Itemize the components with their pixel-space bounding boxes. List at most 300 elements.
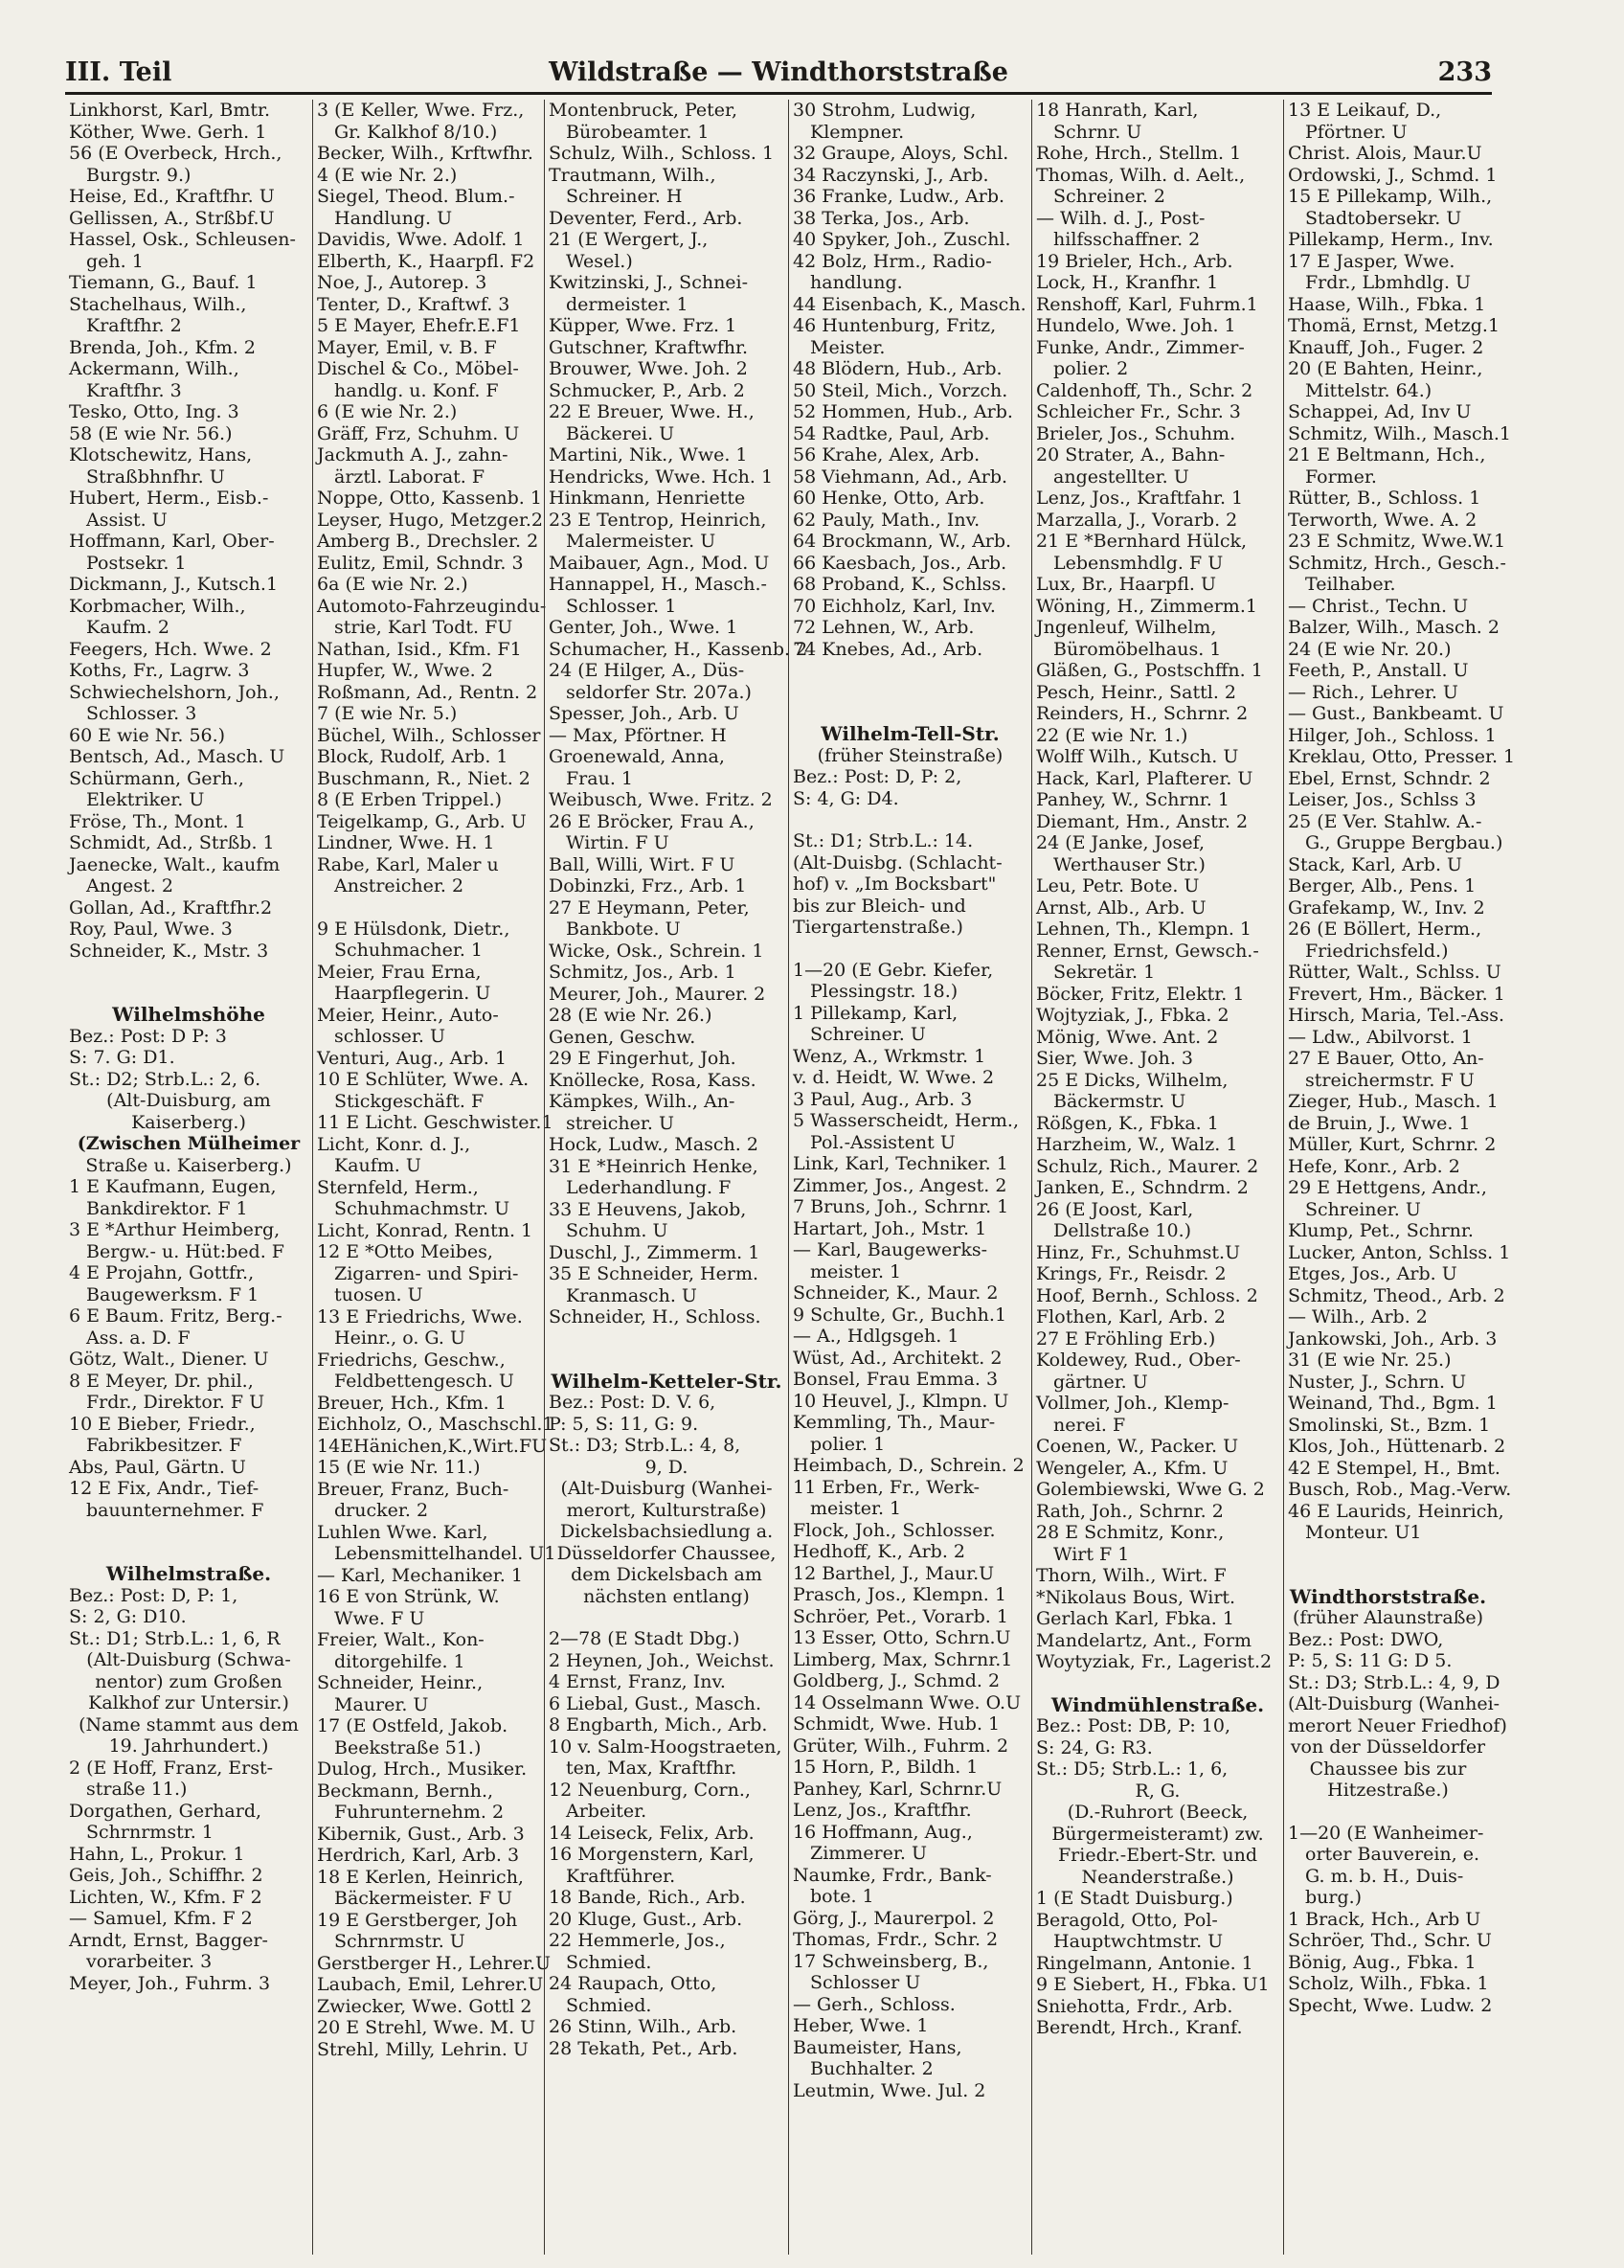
directory-line: — Karl, Baugewerks- (793, 1239, 988, 1260)
directory-line: Hoof, Bernh., Schloss. 2 (1036, 1284, 1258, 1306)
directory-line: 46 E Laurids, Heinrich, (1288, 1500, 1504, 1522)
directory-line: 40 Spyker, Joh., Zuschl. (793, 229, 1011, 250)
directory-line: 8 (E Erben Trippel.) (317, 789, 503, 810)
directory-line: Venturi, Aug., Arb. 1 (317, 1047, 507, 1069)
directory-line: Renshoff, Karl, Fuhrm.1 (1036, 293, 1258, 315)
directory-line: St.: D3; Strb.L.: 4, 9, D (1288, 1671, 1500, 1693)
directory-line: Hitzestraße.) (1327, 1780, 1449, 1801)
directory-line: Bürgermeisteramt) zw. (1051, 1823, 1264, 1845)
directory-line: Flothen, Karl, Arb. 2 (1036, 1306, 1227, 1327)
directory-line: — Wilh., Arb. 2 (1288, 1306, 1428, 1327)
directory-line: 44 Eisenbach, K., Masch. (793, 293, 1026, 315)
directory-line: Kreklau, Otto, Presser. 1 (1288, 746, 1516, 767)
directory-line: 9 E Siebert, H., Fbka. U1 (1036, 1974, 1270, 1995)
directory-line: Schuhmacher. 1 (334, 940, 483, 961)
directory-line: Götz, Walt., Diener. U (69, 1349, 269, 1370)
directory-line: — Ldw., Abilvorst. 1 (1288, 1026, 1473, 1048)
directory-line: 27 E Bauer, Otto, An- (1288, 1048, 1484, 1069)
directory-line: 7 Bruns, Joh., Schrnr. 1 (793, 1196, 1009, 1217)
directory-line: 16 E von Strünk, W. (317, 1586, 500, 1607)
directory-line: Schürmann, Gerh., (69, 767, 244, 789)
directory-line: Strehl, Milly, Lehrin. U (317, 2038, 529, 2060)
directory-line: Berendt, Hrch., Kranf. (1036, 2017, 1243, 2038)
directory-line: Prasch, Jos., Klempn. 1 (793, 1584, 1006, 1605)
directory-line: Hartart, Joh., Mstr. 1 (793, 1217, 987, 1239)
directory-line: 3 E *Arthur Heimberg, (69, 1219, 281, 1240)
directory-line: (D.-Ruhrort (Beeck, (1067, 1802, 1249, 1823)
directory-line: Wojtyziak, J., Fbka. 2 (1036, 1005, 1229, 1026)
directory-line: Lux, Br., Haarpfl. U (1036, 574, 1216, 595)
directory-line: Pillekamp, Herm., Inv. (1288, 229, 1494, 250)
directory-line: 25 E Dicks, Wilhelm, (1036, 1069, 1229, 1091)
directory-line: Tiergartenstraße.) (793, 917, 963, 938)
directory-line: 9 E Hülsdonk, Dietr., (317, 918, 510, 940)
directory-line: Dickmann, J., Kutsch.1 (69, 574, 279, 595)
directory-line: Kranmasch. U (566, 1284, 697, 1306)
directory-line: dermeister. 1 (566, 293, 688, 315)
directory-column-6 (1283, 100, 1516, 2255)
directory-line: Noppe, Otto, Kassenb. 1 (317, 488, 542, 509)
directory-line: Schreiner. H (566, 186, 683, 207)
directory-line: Trautmann, Wilh., (549, 164, 716, 186)
directory-line: Abs, Paul, Gärtn. U (69, 1456, 246, 1478)
directory-line: Nuster, J., Schrn. U (1288, 1371, 1467, 1393)
directory-line: S: 7. G: D1. (69, 1047, 175, 1068)
directory-line: 10 Heuvel, J., Klmpn. U (793, 1390, 1009, 1412)
directory-line: Teigelkamp, G., Arb. U (317, 810, 527, 832)
directory-line: Berger, Alb., Pens. 1 (1288, 875, 1477, 896)
directory-line: Handlung. U (334, 207, 453, 229)
spacer (549, 1328, 784, 1349)
directory-line: 13 E Leikauf, D., (1288, 100, 1442, 121)
directory-line: Kraftfhr. 3 (86, 379, 182, 401)
directory-line: 20 Kluge, Gust., Arb. (549, 1908, 743, 1930)
directory-line: Hack, Karl, Plafterer. U (1036, 767, 1253, 789)
directory-line: Schrnrmstr. U (334, 1931, 465, 1952)
directory-line: Leu, Petr. Bote. U (1036, 875, 1200, 896)
directory-line: Terworth, Wwe. A. 2 (1288, 509, 1477, 531)
directory-line: Zieger, Hub., Masch. 1 (1288, 1091, 1499, 1112)
directory-line: seldorfer Str. 207a.) (566, 681, 752, 703)
directory-line: Wirtin. F U (566, 832, 669, 853)
directory-line: Hupfer, W., Wwe. 2 (317, 660, 493, 681)
directory-line: 34 Raczynski, J., Arb. (793, 164, 989, 186)
directory-line: Hundelo, Wwe. Joh. 1 (1036, 315, 1236, 336)
directory-line: tuosen. U (334, 1284, 423, 1305)
directory-line: Arbeiter. (566, 1801, 647, 1822)
directory-line: 18 E Kerlen, Heinrich, (317, 1866, 524, 1888)
directory-line: Lederhandlung. F (566, 1177, 732, 1198)
directory-line: hof) v. „Im Bocksbart" (793, 873, 997, 895)
directory-line: Christ. Alois, Maur.U (1288, 143, 1482, 164)
directory-line: Schrnrmstr. 1 (86, 1822, 214, 1843)
directory-line: Ball, Willi, Wirt. F U (549, 853, 735, 875)
directory-line: Bäckermeister. F U (334, 1888, 513, 1909)
directory-line: Frdr., Lbmhdlg. U (1305, 272, 1472, 293)
directory-line: Jngenleuf, Wilhelm, (1036, 617, 1217, 638)
directory-line: 21 (E Wergert, J., (549, 229, 709, 250)
directory-line: Renner, Ernst, Gewsch.- (1036, 940, 1259, 962)
directory-line: 2 (E Hoff, Franz, Erst- (69, 1757, 274, 1779)
directory-line: Schröer, Thd., Schr. U (1288, 1930, 1492, 1951)
directory-line: streichermstr. F U (1305, 1069, 1475, 1091)
directory-line: Wolff Wilh., Kutsch. U (1036, 746, 1239, 767)
directory-line: 21 E *Bernhard Hülck, (1036, 531, 1248, 552)
directory-line: (Alt-Duisbg. (Schlacht- (793, 851, 1003, 873)
directory-line: Büromöbelhaus. 1 (1053, 638, 1222, 660)
directory-line: Hassel, Osk., Schleusen- (69, 229, 296, 250)
directory-line: Klotschewitz, Hans, (69, 444, 253, 465)
directory-line: Pesch, Heinr., Sattl. 2 (1036, 681, 1236, 703)
directory-line: 12 Neuenburg, Corn., (549, 1779, 751, 1801)
spacer (1036, 1673, 1279, 1694)
directory-line: Sekretär. 1 (1053, 962, 1156, 983)
spacer (793, 809, 1027, 830)
directory-line: Koths, Fr., Lagrw. 3 (69, 660, 250, 681)
directory-line: — Karl, Mechaniker. 1 (317, 1564, 523, 1586)
directory-line: 1—20 (E Gebr. Kiefer, (793, 959, 994, 981)
spacer (1288, 1544, 1488, 1565)
directory-line: P: 5, S: 11, G: 9. (549, 1413, 699, 1435)
directory-line: nächsten entlang) (583, 1585, 750, 1607)
directory-line: Balzer, Wilh., Masch. 2 (1288, 617, 1500, 638)
directory-line: Hilger, Joh., Schloss. 1 (1288, 724, 1497, 746)
directory-line: Arndt, Ernst, Bagger- (69, 1929, 268, 1951)
directory-line: drucker. 2 (334, 1500, 429, 1521)
directory-line: Zimmerer. U (810, 1843, 927, 1864)
spacer (549, 1349, 784, 1371)
directory-line: Jankowski, Joh., Arb. 3 (1288, 1327, 1498, 1349)
directory-line: Schreiner. 2 (1053, 186, 1165, 207)
spacer (1288, 1802, 1488, 1823)
directory-line: Janken, E., Schndrm. 2 (1036, 1177, 1249, 1198)
directory-line: Montenbruck, Peter, (549, 100, 738, 121)
directory-line: Lichten, W., Kfm. F 2 (69, 1886, 262, 1908)
directory-line: Chaussee bis zur (1309, 1758, 1467, 1780)
directory-line: 50 Steil, Mich., Vorzch. (793, 379, 1008, 401)
street-heading: Wilhelm-Tell-Str. (821, 722, 1000, 745)
directory-line: 28 E Schmitz, Konr., (1036, 1522, 1225, 1543)
spacer (317, 897, 540, 919)
directory-line: Köther, Wwe. Gerh. 1 (69, 121, 267, 143)
directory-line: Wicke, Osk., Schrein. 1 (549, 940, 764, 962)
directory-line: handlg. u. Konf. F (334, 379, 499, 401)
directory-line: 54 Radtke, Paul, Arb. (793, 422, 990, 444)
directory-line: St.: D1; Strb.L.: 14. (793, 830, 974, 851)
directory-line: — Wilh. d. J., Post- (1036, 207, 1206, 229)
directory-line: Fröse, Th., Mont. 1 (69, 810, 246, 832)
directory-line: Schneider, K., Maur. 2 (793, 1282, 999, 1304)
directory-line: Rößgen, K., Fbka. 1 (1036, 1112, 1219, 1134)
directory-line: Limberg, Max, Schrnr.1 (793, 1648, 1013, 1670)
directory-line: polier. 2 (1053, 358, 1129, 379)
directory-line: Straßbhnfhr. U (86, 465, 225, 488)
directory-line: Freier, Walt., Kon- (317, 1629, 485, 1650)
directory-line: 2—78 (E Stadt Dbg.) (549, 1628, 740, 1649)
directory-line: Schuhmachmstr. U (334, 1198, 510, 1219)
directory-line: Luhlen Wwe. Karl, (317, 1521, 488, 1543)
directory-column-1 (65, 100, 312, 2255)
directory-line: Grafekamp, W., Inv. 2 (1288, 896, 1485, 919)
directory-line: Bez.: Post: D. V. 6, (549, 1392, 716, 1413)
directory-line: streicher. U (566, 1112, 674, 1134)
directory-line: Feeth, P., Anstall. U (1288, 660, 1469, 681)
directory-line: 13 E Friedrichs, Wwe. (317, 1305, 523, 1327)
directory-line: Hirsch, Maria, Tel.-Ass. (1288, 1005, 1505, 1026)
directory-line: Schlosser U (810, 1972, 921, 1993)
directory-line: Beekstraße 51.) (334, 1736, 482, 1758)
directory-line: Küpper, Wwe. Frz. 1 (549, 315, 737, 336)
directory-line: Dulog, Hrch., Musiker. (317, 1758, 528, 1780)
directory-line: Schumacher, H., Kassenb. 2 (549, 638, 808, 660)
directory-line: Leutmin, Wwe. Jul. 2 (793, 2079, 986, 2101)
part-label: III. Teil (65, 57, 172, 87)
directory-line: 56 (E Overbeck, Hrch., (69, 143, 282, 164)
directory-line: 18 Bande, Rich., Arb. (549, 1887, 746, 1908)
directory-line: Malermeister. U (566, 531, 716, 552)
directory-line: Tesko, Otto, Ing. 3 (69, 401, 239, 422)
directory-line: St.: D2; Strb.L.: 2, 6. (69, 1068, 261, 1090)
directory-line: Golembiewski, Wwe G. 2 (1036, 1479, 1265, 1500)
directory-line: Rohe, Hrch., Stellm. 1 (1036, 143, 1242, 164)
directory-line: 5 Wasserscheidt, Herm., (793, 1110, 1019, 1131)
directory-line: 15 Horn, P., Bildh. 1 (793, 1757, 979, 1778)
directory-line: Jaenecke, Walt., kaufm (69, 853, 281, 875)
directory-line: Hendricks, Wwe. Hch. 1 (549, 465, 774, 488)
directory-line: 18 Hanrath, Karl, (1036, 100, 1199, 121)
directory-line: ditorgehilfe. 1 (334, 1650, 465, 1672)
directory-line: 12 E *Otto Meibes, (317, 1241, 493, 1262)
directory-line: Eulitz, Emil, Schndr. 3 (317, 552, 524, 574)
directory-line: Dorgathen, Gerhard, (69, 1800, 262, 1822)
directory-line: Bez.: Post: DB, P: 10, (1036, 1715, 1231, 1736)
page-number: 233 (1437, 57, 1492, 87)
directory-line: Licht, Konrad, Rentn. 1 (317, 1219, 533, 1241)
directory-line: Stack, Karl, Arb. U (1288, 853, 1463, 875)
directory-line: Meurer, Joh., Maurer. 2 (549, 983, 766, 1005)
directory-line: Schneider, Heinr., (317, 1672, 484, 1693)
directory-line: Schmitz, Wilh., Masch.1 (1288, 422, 1511, 444)
directory-line: S: 2, G: D10. (69, 1606, 187, 1627)
directory-line: Etges, Jos., Arb. U (1288, 1263, 1457, 1284)
directory-line: 6 E Baum. Fritz, Berg.- (69, 1305, 282, 1327)
directory-line: (Alt-Duisburg (Wanhei- (560, 1478, 773, 1499)
directory-line: 4 Ernst, Franz, Inv. (549, 1671, 726, 1692)
directory-line: Herdrich, Karl, Arb. 3 (317, 1845, 520, 1866)
directory-line: Goldberg, J., Schmd. 2 (793, 1670, 1001, 1691)
directory-line: Heimbach, D., Schrein. 2 (793, 1455, 1025, 1476)
directory-line: 23 E Schmitz, Wwe.W.1 (1288, 531, 1506, 552)
directory-line: Kämpkes, Wilh., An- (549, 1091, 735, 1112)
directory-line: Plessingstr. 18.) (810, 981, 959, 1002)
street-heading: Wilhelmshöhe (112, 1003, 265, 1026)
directory-line: Brouwer, Wwe. Joh. 2 (549, 358, 748, 379)
directory-line: 32 Graupe, Aloys, Schl. (793, 143, 1009, 164)
directory-line: 29 E Fingerhut, Joh. (549, 1048, 736, 1069)
directory-line: 68 Proband, K., Schlss. (793, 574, 1007, 595)
directory-line: Brieler, Jos., Schuhm. (1036, 422, 1236, 444)
directory-line: Straße u. Kaiserberg.) (85, 1154, 292, 1176)
directory-line: Frevert, Hm., Bäcker. 1 (1288, 983, 1505, 1005)
directory-line: Marzalla, J., Vorarb. 2 (1036, 509, 1238, 531)
directory-line: — Gust., Bankbeamt. U (1288, 703, 1504, 724)
directory-line: 24 (E Hilger, A., Düs- (549, 660, 745, 681)
directory-line: Gr. Kalkhof 8/10.) (334, 121, 498, 143)
directory-line: 31 (E wie Nr. 25.) (1288, 1349, 1452, 1371)
directory-line: 29 E Hettgens, Andr., (1288, 1177, 1487, 1198)
directory-line: Coenen, W., Packer. U (1036, 1436, 1239, 1457)
directory-line: Vollmer, Joh., Klemp- (1036, 1393, 1229, 1414)
street-range-title: Wildstraße — Windthorststraße (549, 57, 1008, 87)
directory-line: Wirt F 1 (1053, 1543, 1130, 1565)
spacer (793, 681, 1027, 702)
directory-line: 17 (E Ostfeld, Jakob. (317, 1715, 508, 1736)
directory-line: 56 Krahe, Alex, Arb. (793, 444, 981, 465)
directory-line: G. m. b. H., Duis- (1305, 1865, 1464, 1887)
directory-line: 62 Pauly, Math., Inv. (793, 509, 981, 531)
directory-line: Rütter, Walt., Schlss. U (1288, 962, 1501, 983)
directory-line: 22 E Breuer, Wwe. H., (549, 401, 755, 422)
directory-line: 20 E Strehl, Wwe. M. U (317, 2017, 536, 2038)
directory-line: Ordowski, J., Schmd. 1 (1288, 164, 1498, 186)
directory-line: Anstreicher. 2 (334, 875, 464, 896)
directory-line: Kraftführer. (566, 1865, 676, 1887)
directory-line: 5 E Mayer, Ehefr.E.F1 (317, 315, 521, 336)
directory-line: Beckmann, Bernh., (317, 1780, 494, 1802)
directory-line: Ebel, Ernst, Schndr. 2 (1288, 767, 1491, 789)
directory-line: hilfsschaffner. 2 (1053, 229, 1201, 250)
directory-line: Maibauer, Agn., Mod. U (549, 552, 770, 574)
directory-line: Wüst, Ad., Architekt. 2 (793, 1347, 1003, 1369)
directory-line: Hahn, L., Prokur. 1 (69, 1843, 245, 1865)
directory-line: St.: D3; Strb.L.: 4, 8, (549, 1435, 741, 1456)
directory-line: Feegers, Hch. Wwe. 2 (69, 638, 272, 660)
directory-line: Baugewerksm. F 1 (86, 1283, 259, 1305)
directory-line: Müller, Kurt, Schrnr. 2 (1288, 1134, 1497, 1155)
directory-line: nerei. F (1053, 1414, 1126, 1436)
directory-line: 42 Bolz, Hrm., Radio- (793, 250, 992, 272)
directory-line: Lucker, Anton, Schlss. 1 (1288, 1241, 1511, 1263)
directory-line: 6 (E wie Nr. 2.) (317, 401, 458, 422)
directory-line: 33 E Heuvens, Jakob, (549, 1198, 747, 1220)
directory-line: Leyser, Hugo, Metzger.2 (317, 509, 544, 531)
directory-line: P: 5, S: 11 G: D 5. (1288, 1650, 1453, 1671)
directory-line: Stickgeschäft. F (334, 1090, 485, 1112)
directory-line: 14EHänichen,K.,Wirt.FU (317, 1435, 548, 1457)
directory-line: 8 E Meyer, Dr. phil., (69, 1370, 254, 1392)
directory-line: Bez.: Post: D, P: 2, (793, 766, 962, 787)
directory-line: Thomä, Ernst, Metzg.1 (1288, 315, 1500, 336)
directory-line: Diemant, Hm., Anstr. 2 (1036, 810, 1249, 832)
directory-line: Gerstberger H., Lehrer.U (317, 1952, 552, 1974)
directory-line: Roy, Paul, Wwe. 3 (69, 919, 233, 940)
directory-line: Krings, Fr., Reisdr. 2 (1036, 1263, 1227, 1284)
directory-line: geh. 1 (86, 250, 144, 272)
directory-line: 22 (E wie Nr. 1.) (1036, 724, 1188, 746)
directory-line: Schneider, H., Schloss. (549, 1306, 761, 1327)
directory-line: 24 (E wie Nr. 20.) (1288, 638, 1452, 660)
directory-line: Werthauser Str.) (1053, 853, 1206, 875)
directory-line: Wwe. F U (334, 1607, 425, 1629)
directory-line: (früher Steinstraße) (817, 744, 1004, 766)
directory-line: Neanderstraße.) (1081, 1866, 1234, 1888)
directory-line: 42 E Stempel, H., Bmt. (1288, 1457, 1500, 1479)
directory-line: straße 11.) (86, 1779, 188, 1800)
directory-line: 27 E Fröhling Erb.) (1036, 1327, 1216, 1349)
directory-line: 31 E *Heinrich Henke, (549, 1155, 758, 1177)
street-heading: Windmühlenstraße. (1050, 1692, 1265, 1716)
directory-line: Bonsel, Frau Emma. 3 (793, 1369, 999, 1390)
directory-line: Gerlach Karl, Fbka. 1 (1036, 1608, 1234, 1629)
directory-line: ärztl. Laborat. F (334, 465, 485, 488)
directory-line: Former. (1305, 465, 1377, 488)
directory-line: 10 E Schlüter, Wwe. A. (317, 1069, 530, 1090)
directory-line: Panhey, Karl, Schrnr.U (793, 1778, 1003, 1800)
directory-line: 74 Knebes, Ad., Arb. (793, 638, 983, 660)
directory-line: Busch, Rob., Mag.-Verw. (1288, 1479, 1512, 1500)
directory-line: 48 Blödern, Hub., Arb. (793, 358, 1003, 379)
directory-line: Stadtobersekr. U (1305, 207, 1462, 229)
directory-column-2 (312, 100, 556, 2255)
directory-line: Amberg B., Drechsler. 2 (317, 531, 539, 552)
directory-line: Korbmacher, Wilh., (69, 595, 246, 617)
directory-line: Bez.: Post: D, P: 1, (69, 1584, 238, 1606)
directory-line: 28 (E wie Nr. 26.) (549, 1005, 712, 1026)
directory-line: 8 Engbarth, Mich., Arb. (549, 1714, 768, 1735)
directory-line: Sier, Wwe. Joh. 3 (1036, 1048, 1193, 1069)
directory-line: Weibusch, Wwe. Fritz. 2 (549, 789, 773, 810)
directory-line: 70 Eichholz, Karl, Inv. (793, 595, 996, 617)
directory-line: Gollan, Ad., Kraftfhr.2 (69, 896, 273, 919)
directory-line: Bäckerei. U (566, 422, 675, 444)
directory-line: Reinders, H., Schrnr. 2 (1036, 703, 1249, 724)
directory-line: 9, D. (644, 1456, 688, 1478)
directory-line: 4 E Projahn, Gottfr., (69, 1262, 255, 1283)
directory-line: Rütter, B., Schloss. 1 (1288, 488, 1481, 509)
directory-line: 60 Henke, Otto, Arb. (793, 488, 985, 509)
directory-line: 19 E Gerstberger, Joh (317, 1909, 518, 1931)
directory-line: Gräff, Frz, Schuhm. U (317, 422, 520, 444)
directory-line: Pförtner. U (1305, 121, 1408, 143)
directory-line: 1 Brack, Hch., Arb U (1288, 1908, 1481, 1930)
directory-line: Panhey, W., Schrnr. 1 (1036, 789, 1229, 810)
directory-line: Schlosser. 3 (86, 703, 197, 724)
spacer (69, 1521, 308, 1542)
directory-line: G., Gruppe Bergbau.) (1305, 832, 1503, 853)
directory-line: 16 Hoffmann, Aug., (793, 1821, 973, 1843)
directory-line: Rath, Joh., Schrnr. 2 (1036, 1500, 1224, 1522)
directory-line: Dischel & Co., Möbel- (317, 358, 519, 379)
directory-line: 17 E Jasper, Wwe. (1288, 250, 1455, 272)
directory-line: Linkhorst, Karl, Bmtr. (69, 100, 271, 121)
directory-line: Bergw.- u. Hüt:bed. F (86, 1240, 284, 1262)
directory-line: Arnst, Alb., Arb. U (1036, 896, 1207, 919)
directory-line: 16 Morgenstern, Karl, (549, 1844, 755, 1865)
directory-line: 3 Paul, Aug., Arb. 3 (793, 1088, 973, 1110)
directory-line: — Max, Pförtner. H (549, 724, 727, 746)
directory-line: Hinkmann, Henriette (549, 488, 746, 509)
directory-line: Genter, Joh., Wwe. 1 (549, 617, 738, 638)
page-header (65, 54, 1492, 95)
directory-line: strie, Karl Todt. FU (334, 617, 513, 638)
directory-line: Mayer, Emil, v. B. F (317, 336, 497, 358)
directory-line: 17 Schweinsberg, B., (793, 1950, 989, 1972)
directory-line: 36 Franke, Ludw., Arb. (793, 186, 1005, 207)
directory-line: 26 (E Böllert, Herm., (1288, 919, 1482, 940)
directory-line: Schmied. (566, 1994, 652, 2016)
directory-line: — Rich., Lehrer. U (1288, 681, 1458, 703)
directory-line: Kwitzinski, J., Schnei- (549, 272, 749, 293)
